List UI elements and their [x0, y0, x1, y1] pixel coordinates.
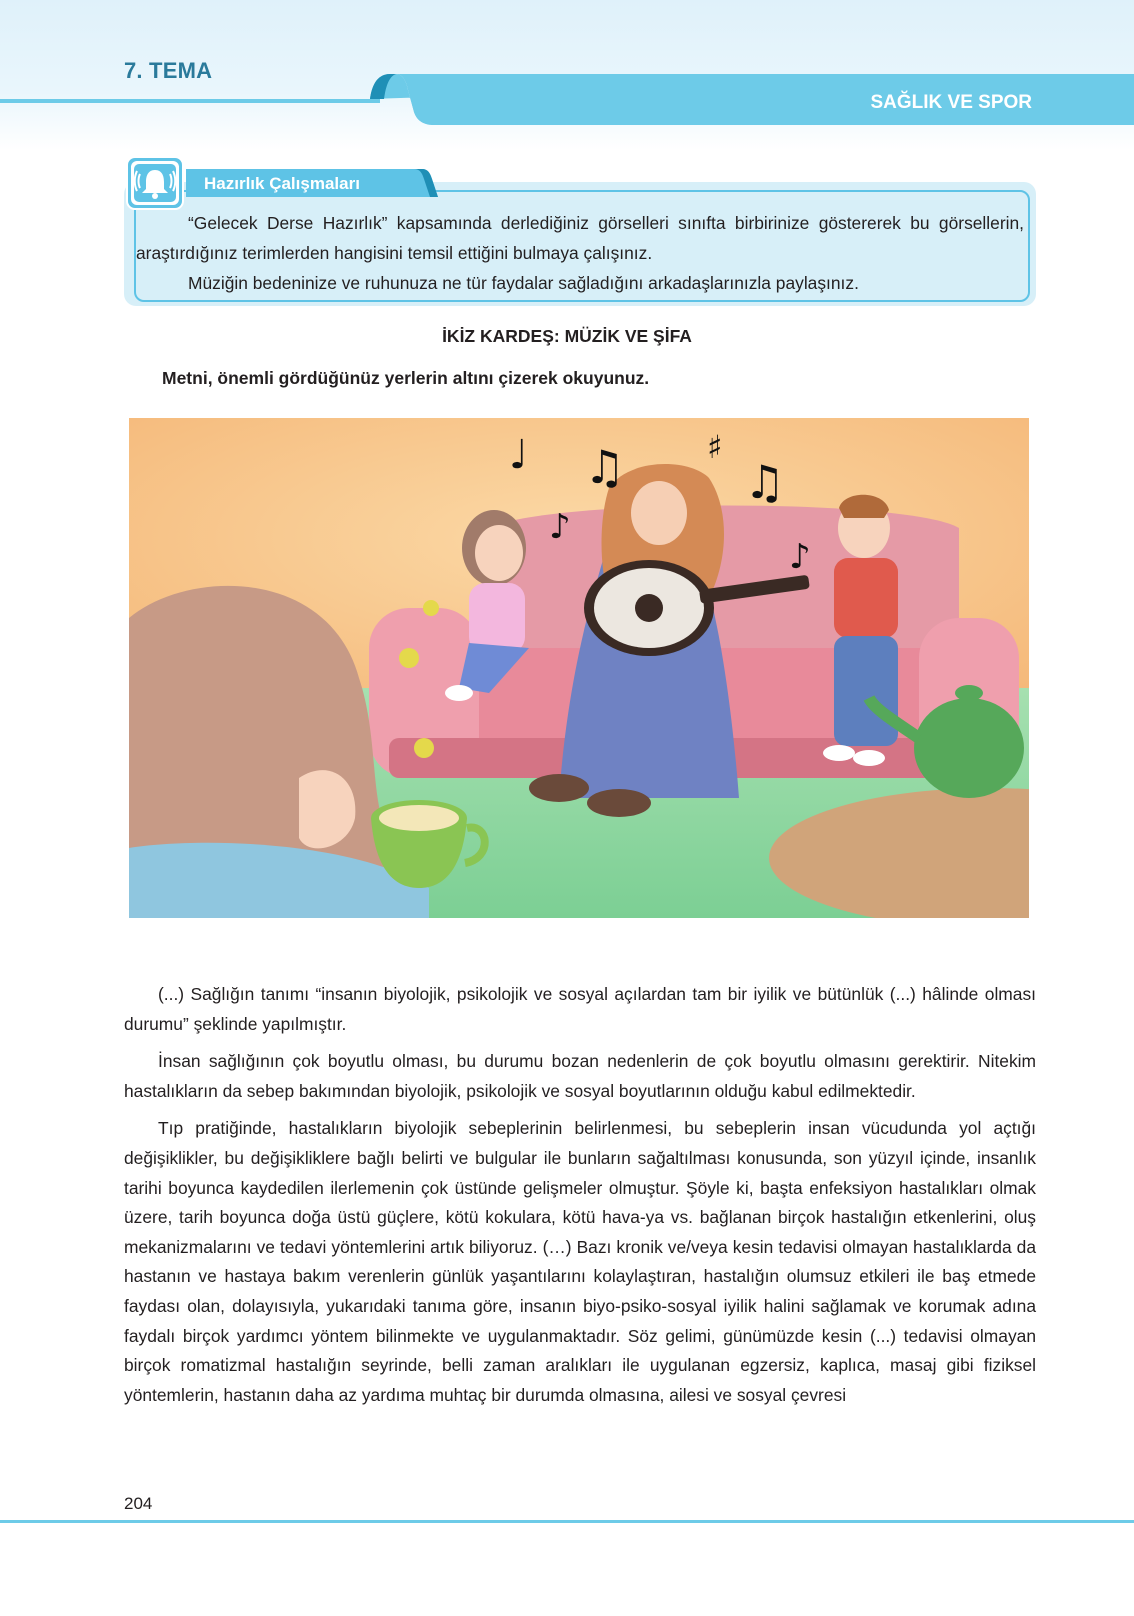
svg-text:♫: ♫ [744, 455, 786, 509]
section-title: SAĞLIK VE SPOR [870, 92, 1032, 113]
prep-line-1: “Gelecek Derse Hazırlık” kapsamında derlediğiniz görselleri sınıfta birbirinize göstererek bu görsellerin, araştırdığınız terimlerden hangisini temsil ettiğini bulmaya çalışınız. [136, 213, 1024, 263]
article-body [124, 980, 1036, 1410]
paragraph-3: Tıp pratiğinde, hastalıkların biyolojik sebeplerinin belirlenmesi, bu sebeplerin insan vücudunda yol açtığı değişiklikler, bu değişikliklere bağlı belirti ve bulgular ile bunların sağaltılması konusunda, son yüzyıl içinde, insanlık tarihi boyunca kaydedilen ilerlemenin çok üstünde gelişmeler olmuştur. Şöyle ki, başta enfeksiyon hastalıkları olmak üzere, tarih boyunca doğa üstü güçlere, kötü kokulara, kötü hava-ya vs. bağlanan birçok hastalığın etkenlerini, oluş mekanizmalarını ve tedavi yöntemlerini artık biliyoruz. (…) Bazı kronik ve/veya kesin tedavisi olmayan hastalıklarda da hastanın ve hastaya bakım verenlerin günlük yaşantılarını kolaylaştıran, hastalığın olumsuz etkileri ile baş etmede faydası olan, dolayısıyla, yukarıdaki tanıma göre, insanın biyo-psiko-sosyal iyilik halini sağlamak ve korumak adına faydalı birçok yardımcı yöntem bilinmekte ve uygulanmaktadır. Söz gelimi, günümüzde kesin (...) tedavisi olmayan birçok romatizmal hastalığın seyrinde, belli zaman aralıkları ile uygulanan egzersiz, kaplıca, masaj gibi fiziksel yöntemlerin, hastanın daha az yardıma muhtaç bir durumda olmasına, ailesi ve sosyal çevresi [124, 1118, 1036, 1405]
svg-text:♫: ♫ [584, 440, 626, 494]
page-number: 204 [124, 1494, 153, 1513]
svg-text:♪: ♪ [789, 537, 811, 577]
paragraph-2: İnsan sağlığının çok boyutlu olması, bu durumu bozan nedenlerin de çok boyutlu olmasını gerektirir. Nitekim hastalıkların da sebep bakımından biyolojik, psikolojik ve sosyal boyutlarının olduğu kabul edilmektedir. [124, 1051, 1036, 1101]
illustration-music-family [129, 418, 1029, 918]
bell-icon [126, 156, 184, 210]
prep-line-2: Müziğin bedeninize ve ruhunuza ne tür faydalar sağladığını arkadaşlarınızla paylaşınız. [188, 273, 859, 293]
svg-text:♩: ♩ [509, 432, 528, 478]
prep-title: Hazırlık Çalışmaları [204, 174, 360, 193]
reading-instruction: Metni, önemli gördüğünüz yerlerin altını çizerek okuyunuz. [162, 368, 650, 388]
theme-label: 7. TEMA [124, 58, 213, 83]
prep-text [136, 208, 1024, 298]
svg-text:♪: ♪ [549, 507, 571, 547]
paragraph-1: (...) Sağlığın tanımı “insanın biyolojik, psikolojik ve sosyal açılardan tam bir iyilik ve bütünlük (...) hâlinde olması durumu” şeklinde yapılmıştır. [124, 984, 1036, 1034]
article-title: İKİZ KARDEŞ: MÜZİK VE ŞİFA [442, 326, 692, 346]
footer-line [0, 1520, 1134, 1523]
svg-text:♯: ♯ [707, 428, 723, 466]
